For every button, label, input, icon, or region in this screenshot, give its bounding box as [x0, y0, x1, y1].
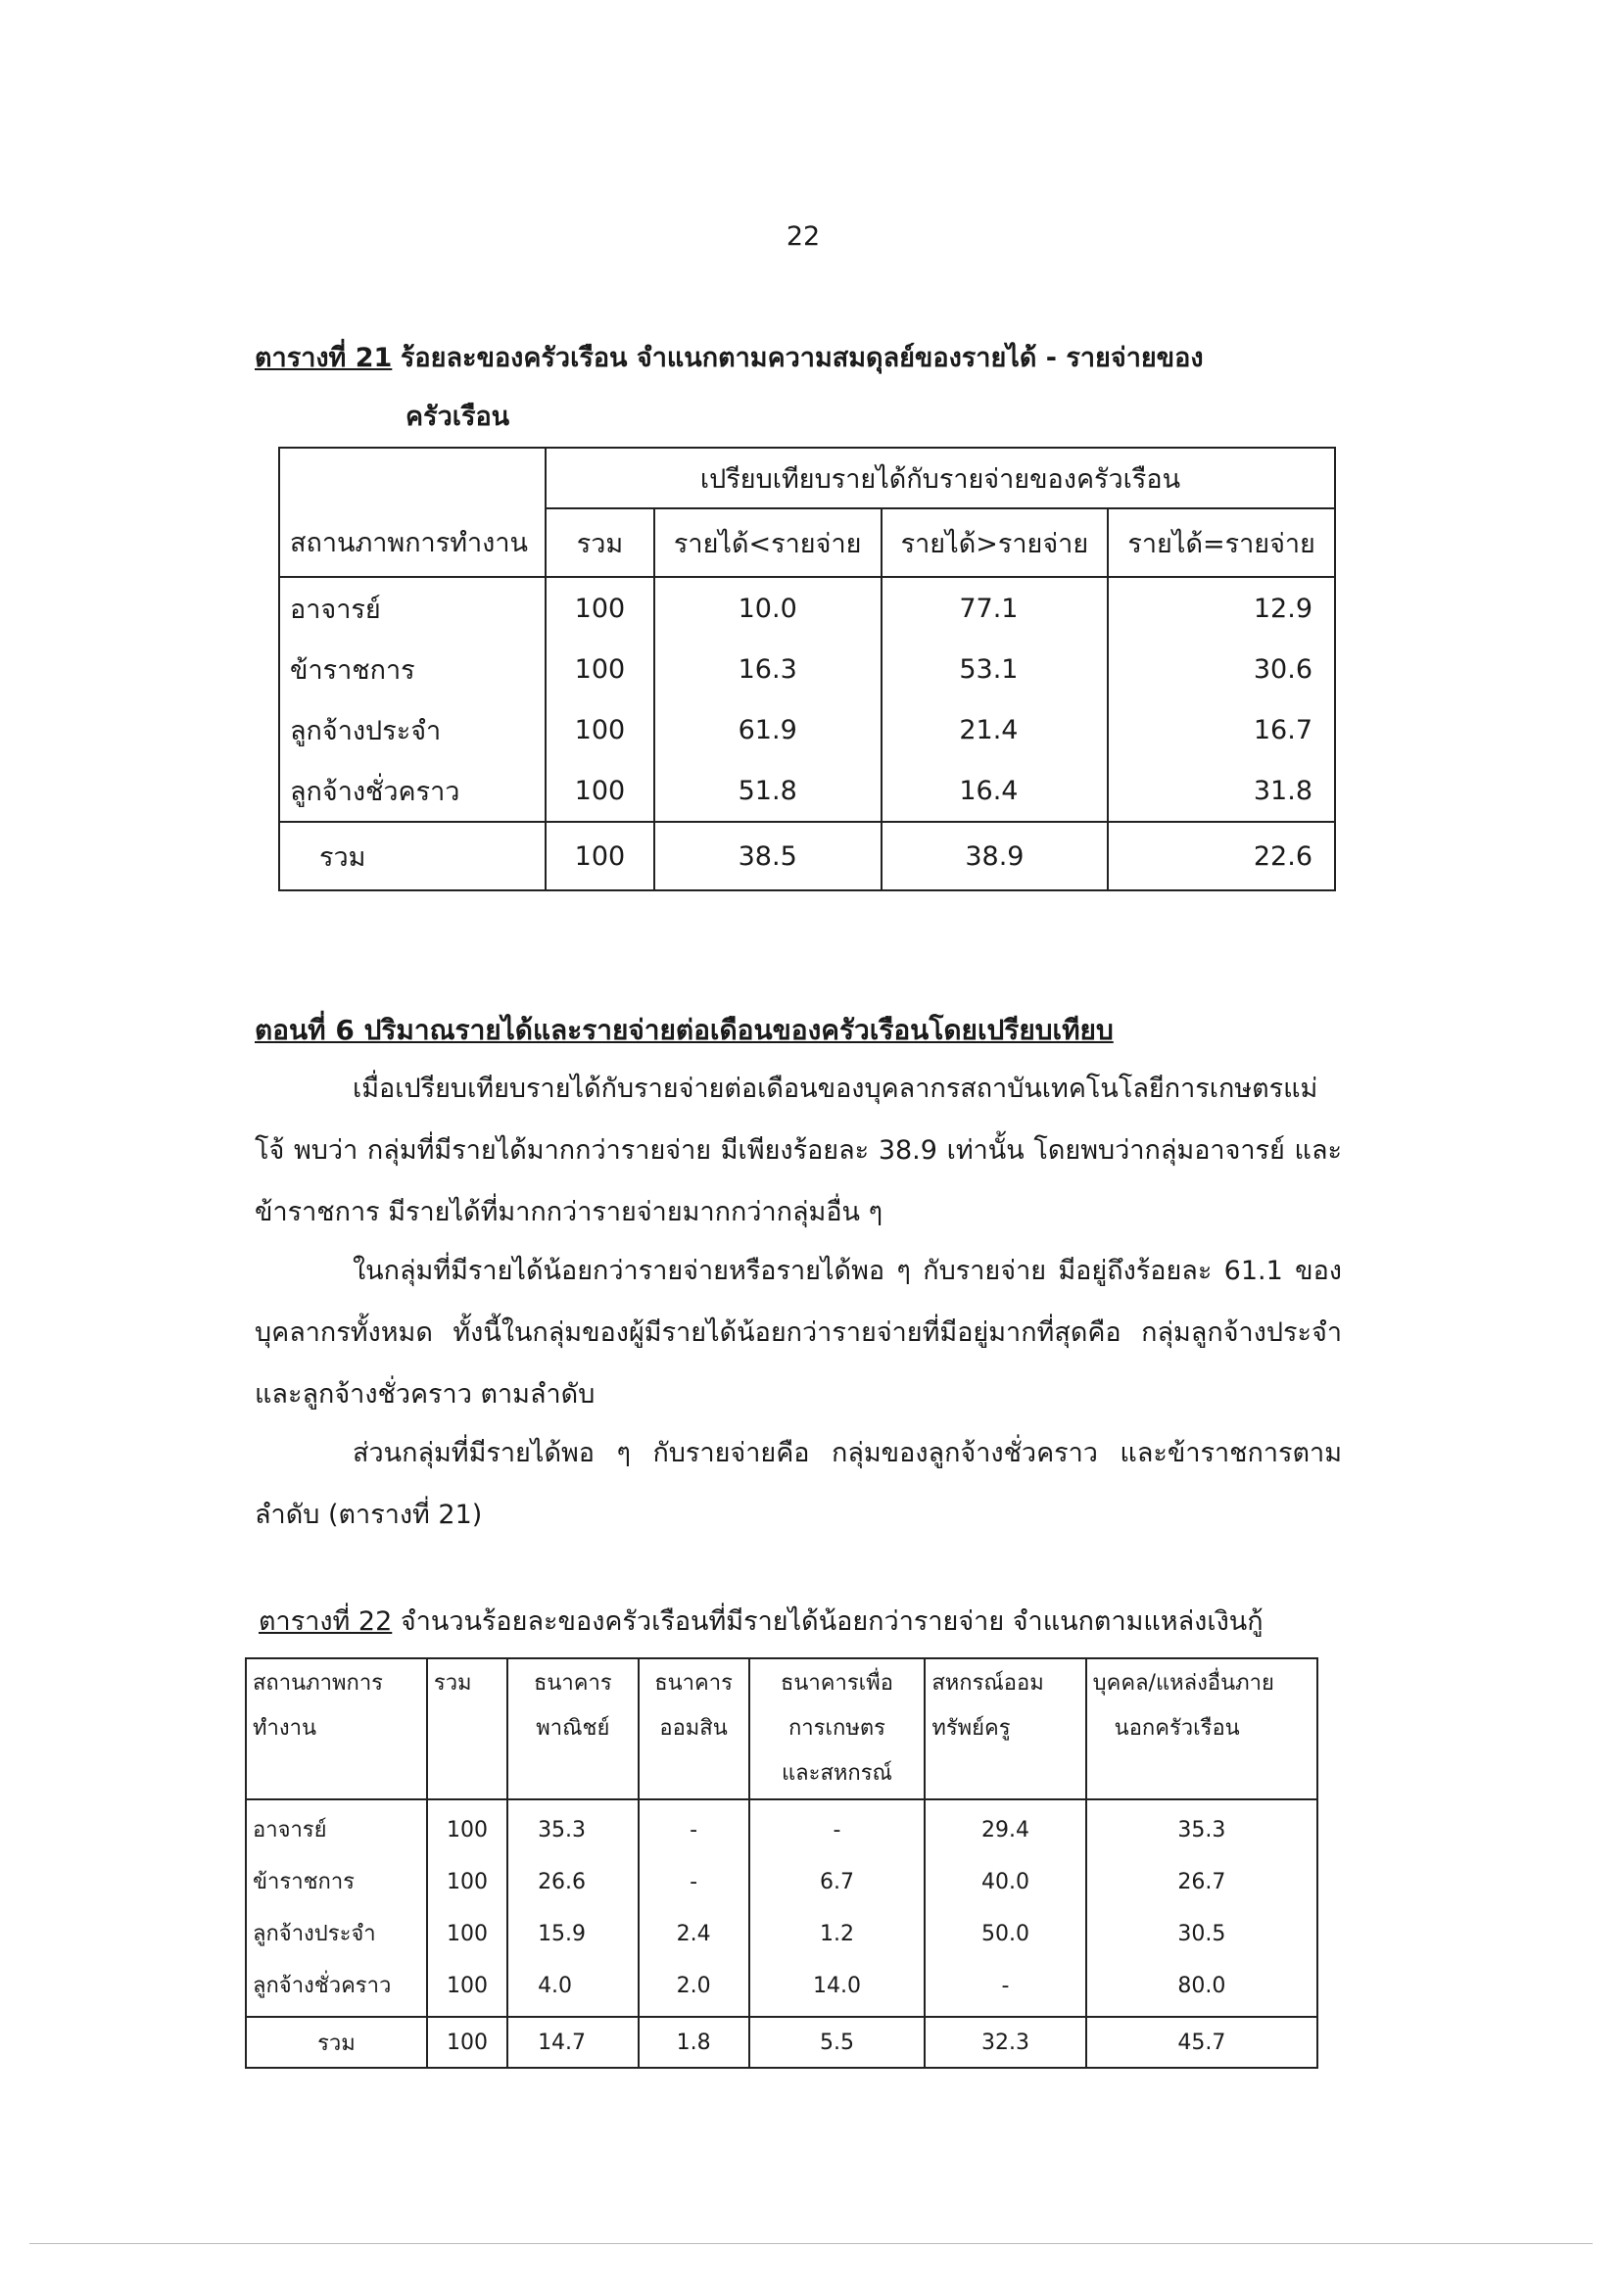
- row-baac: 6.7: [819, 1870, 854, 1894]
- table-21-title-line2: ครัวเรือน: [406, 402, 510, 432]
- section-heading: ตอนที่ 6 ปริมาณรายได้และรายจ่ายต่อเดือนของครัวเรือนโดยเปรียบเทียบ: [255, 1014, 1114, 1046]
- total-other: 45.7: [1086, 2017, 1317, 2068]
- row-coop: 50.0: [981, 1922, 1029, 1946]
- row-other: 35.3: [1177, 1818, 1226, 1842]
- row-equal: 31.8: [1108, 760, 1335, 822]
- row-more: 77.1: [882, 577, 1109, 639]
- row-baac: 14.0: [812, 1974, 861, 1998]
- header-coop-line1: สหกรณ์ออม: [931, 1671, 1044, 1696]
- header-status: สถานภาพการทำงาน: [279, 508, 546, 577]
- total-savings: 1.8: [639, 2017, 749, 2068]
- table-total-row: [246, 2017, 1317, 2068]
- row-total: 100: [546, 699, 654, 760]
- total-status: รวม: [246, 2017, 427, 2068]
- header-status-line2: ทำงาน: [253, 1716, 316, 1741]
- row-savings: -: [690, 1818, 698, 1842]
- commercial-column: [507, 1799, 639, 2017]
- header-status: [246, 1658, 427, 1799]
- header-group: เปรียบเทียบรายได้กับรายจ่ายของครัวเรือน: [546, 448, 1335, 508]
- header-income-less: รายได้<รายจ่าย: [654, 508, 882, 577]
- table-21-caption-continued: [406, 398, 509, 437]
- header-total-label: รวม: [433, 1671, 472, 1696]
- row-status: ข้าราชการ: [253, 1870, 355, 1894]
- row-total: 100: [446, 1818, 488, 1842]
- row-savings: -: [690, 1870, 698, 1894]
- row-total: 100: [546, 760, 654, 822]
- row-commercial: 4.0: [538, 1974, 573, 1998]
- row-status: อาจารย์: [279, 577, 546, 639]
- row-less: 16.3: [654, 639, 882, 699]
- total-total: 100: [546, 822, 654, 890]
- table-21-caption: [255, 339, 1273, 378]
- table-row: [279, 577, 1335, 639]
- row-total: 100: [546, 639, 654, 699]
- total-more: 38.9: [882, 822, 1109, 890]
- header-baac-line1: ธนาคารเพื่อ: [780, 1671, 893, 1696]
- header-other-line1: บุคคล/แหล่งอื่นภาย: [1092, 1671, 1274, 1696]
- header-baac-line2: การเกษตร: [787, 1716, 885, 1741]
- row-status: ลูกจ้างชั่วคราว: [253, 1974, 392, 1998]
- row-more: 16.4: [882, 760, 1109, 822]
- table-21: [278, 447, 1336, 891]
- row-other: 26.7: [1177, 1870, 1226, 1894]
- other-column: [1086, 1799, 1317, 2017]
- table-body: [246, 1799, 1317, 2017]
- header-baac: [749, 1658, 926, 1799]
- row-savings: 2.4: [676, 1922, 711, 1946]
- savings-column: [639, 1799, 749, 2017]
- header-status-line1: สถานภาพการ: [253, 1671, 383, 1696]
- row-status: ลูกจ้างชั่วคราว: [279, 760, 546, 822]
- header-income-equal: รายได้=รายจ่าย: [1108, 508, 1335, 577]
- row-less: 61.9: [654, 699, 882, 760]
- table-row: [279, 760, 1335, 822]
- total-equal: 22.6: [1108, 822, 1335, 890]
- status-column: [246, 1799, 427, 2017]
- header-commercial-line1: ธนาคาร: [533, 1671, 612, 1696]
- total-status: รวม: [279, 822, 546, 890]
- total-less: 38.5: [654, 822, 882, 890]
- table-22-caption: [259, 1602, 1336, 1642]
- table-row: [279, 699, 1335, 760]
- header-savings-line2: ออมสิน: [659, 1716, 728, 1741]
- row-status: ลูกจ้างประจำ: [253, 1922, 376, 1946]
- row-coop: 29.4: [981, 1818, 1029, 1842]
- table-21-label: ตารางที่ 21: [255, 343, 393, 373]
- header-commercial-line2: พาณิชย์: [536, 1716, 610, 1741]
- table-total-row: [279, 822, 1335, 890]
- page-bottom-rule: [29, 2243, 1593, 2244]
- row-total: 100: [446, 1974, 488, 1998]
- row-total: 100: [546, 577, 654, 639]
- row-status: ลูกจ้างประจำ: [279, 699, 546, 760]
- header-baac-line3: และสหกรณ์: [781, 1761, 892, 1786]
- row-more: 21.4: [882, 699, 1109, 760]
- header-commercial-bank: [507, 1658, 639, 1799]
- header-teacher-coop: [925, 1658, 1085, 1799]
- coop-column: [925, 1799, 1085, 2017]
- row-total: 100: [446, 1870, 488, 1894]
- row-status: ข้าราชการ: [279, 639, 546, 699]
- row-equal: 16.7: [1108, 699, 1335, 760]
- page-number: 22: [786, 221, 821, 252]
- total-coop: 32.3: [925, 2017, 1085, 2068]
- header-total: รวม: [546, 508, 654, 577]
- header-savings-line1: ธนาคาร: [654, 1671, 733, 1696]
- baac-column: [749, 1799, 926, 2017]
- paragraph-1: เมื่อเปรียบเทียบรายได้กับรายจ่ายต่อเดือนของบุคลากรสถาบันเทคโนโลยีการเกษตรแม่โจ้ พบว่า กลุ่มที่มีรายได้มากกว่ารายจ่าย มีเพียงร้อยละ 38.9 เท่านั้น โดยพบว่ากลุ่มอาจารย์ และข้าราชการ มีรายได้ที่มากกว่ารายจ่ายมากกว่ากลุ่มอื่น ๆ: [255, 1074, 1342, 1227]
- row-equal: 30.6: [1108, 639, 1335, 699]
- row-total: 100: [446, 1922, 488, 1946]
- row-baac: 1.2: [819, 1922, 854, 1946]
- row-other: 30.5: [1177, 1922, 1226, 1946]
- header-coop-line2: ทรัพย์ครู: [931, 1716, 1011, 1741]
- header-other-sources: [1086, 1658, 1317, 1799]
- row-commercial: 26.6: [538, 1870, 587, 1894]
- header-other-line2: นอกครัวเรือน: [1114, 1716, 1240, 1741]
- total-commercial: 14.7: [507, 2017, 639, 2068]
- table-row: [279, 639, 1335, 699]
- total-baac: 5.5: [749, 2017, 926, 2068]
- header-blank: [279, 448, 546, 508]
- row-coop: 40.0: [981, 1870, 1029, 1894]
- table-22-label: ตารางที่ 22: [259, 1606, 393, 1637]
- paragraph-3: ส่วนกลุ่มที่มีรายได้พอ ๆ กับรายจ่ายคือ กลุ่มของลูกจ้างชั่วคราว และข้าราชการตามลำดับ (ตารางที่ 21): [255, 1438, 1342, 1530]
- row-status: อาจารย์: [253, 1818, 327, 1842]
- paragraph-2: ในกลุ่มที่มีรายได้น้อยกว่ารายจ่ายหรือรายได้พอ ๆ กับรายจ่าย มีอยู่ถึงร้อยละ 61.1 ของบุคลากรทั้งหมด ทั้งนี้ในกลุ่มของผู้มีรายได้น้อยกว่ารายจ่ายที่มีอยู่มากที่สุดคือ กลุ่มลูกจ้างประจำ และลูกจ้างชั่วคราว ตามลำดับ: [255, 1256, 1342, 1410]
- table-22: [245, 1657, 1318, 2069]
- table-22-title: จำนวนร้อยละของครัวเรือนที่มีรายได้น้อยกว่ารายจ่าย จำแนกตามแหล่งเงินกู้: [400, 1606, 1264, 1637]
- row-less: 51.8: [654, 760, 882, 822]
- header-income-more: รายได้>รายจ่าย: [882, 508, 1109, 577]
- header-total: [427, 1658, 507, 1799]
- total-column: [427, 1799, 507, 2017]
- row-coop: -: [1001, 1974, 1010, 1998]
- row-commercial: 15.9: [538, 1922, 587, 1946]
- row-other: 80.0: [1177, 1974, 1226, 1998]
- header-savings-bank: [639, 1658, 749, 1799]
- row-equal: 12.9: [1108, 577, 1335, 639]
- total-total: 100: [427, 2017, 507, 2068]
- row-more: 53.1: [882, 639, 1109, 699]
- row-baac: -: [833, 1818, 841, 1842]
- row-less: 10.0: [654, 577, 882, 639]
- row-commercial: 35.3: [538, 1818, 587, 1842]
- row-savings: 2.0: [676, 1974, 711, 1998]
- table-21-title: ร้อยละของครัวเรือน จำแนกตามความสมดุลย์ของรายได้ - รายจ่ายของ: [400, 343, 1204, 373]
